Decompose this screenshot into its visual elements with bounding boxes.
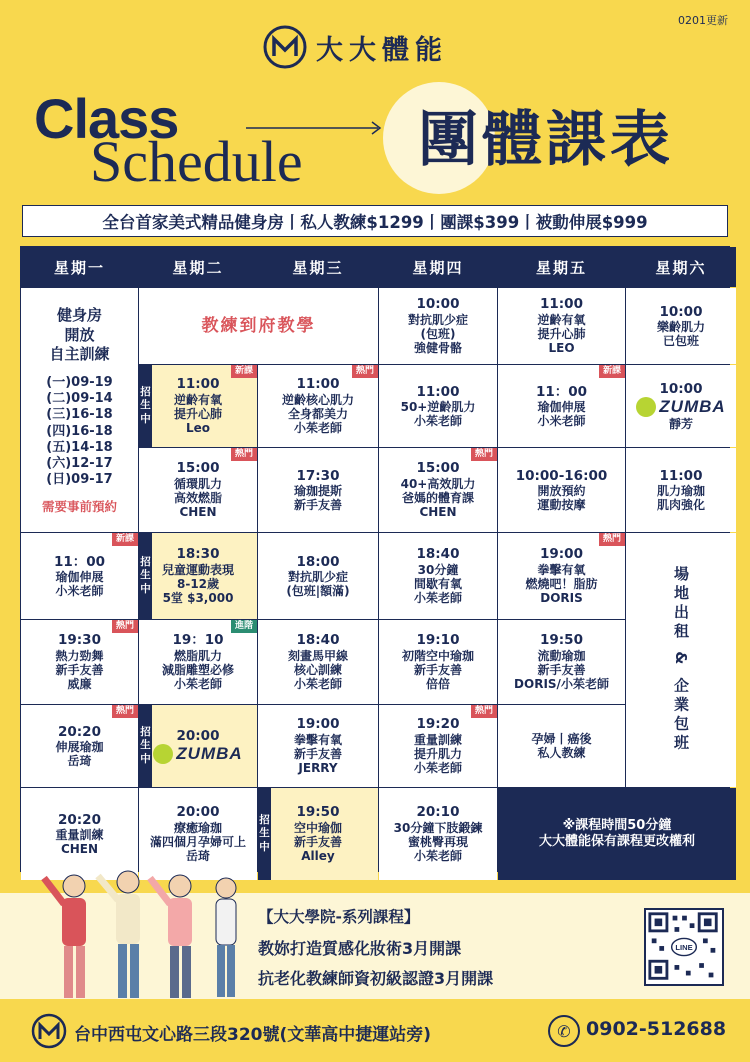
recruiting-tag: 招 生 中	[139, 705, 152, 787]
qr-line-label: LINE	[675, 942, 693, 952]
zumba-icon	[153, 744, 173, 764]
class-card: 10:00 對抗肌少症 (包班) 強健骨骼	[379, 288, 497, 364]
class-card: 招 生 中 20:00 ZUMBA	[139, 705, 257, 787]
gym-open-hours	[21, 288, 138, 532]
recruiting-tag: 招 生 中	[139, 365, 152, 447]
schedule-table	[20, 246, 730, 872]
class-card: 招 生 中 19:50 空中瑜伽 新手友善 Alley	[258, 788, 378, 880]
line-qr-code[interactable]	[644, 908, 724, 986]
class-card: 10:00 樂齡肌力 已包班	[626, 288, 736, 364]
class-card: 熱門 11:00 逆齡核心肌力 全身都美力 小茱老師	[258, 365, 378, 447]
hot-badge: 熱門	[231, 448, 257, 461]
class-card: 10:00 ZUMBA 靜芳	[626, 365, 736, 447]
class-card: 熱門 15:00 40+高效肌力 爸媽的體育課 CHEN	[379, 448, 497, 532]
gym-open-times: (一)09-19 (二)09-14 (三)16-18 (四)16-18 (五)14-18 (六)12-17 (日)09-17	[46, 374, 113, 488]
class-card: 18:00 對抗肌少症 (包班|額滿)	[258, 533, 378, 619]
footer-logo-icon	[30, 1012, 68, 1050]
class-card: 19:50 流動瑜珈 新手友善 DORIS/小茱老師	[498, 620, 625, 704]
day-header-mon: 星期一	[21, 247, 138, 287]
class-card: 熱門 15:00 循環肌力 高效燃脂 CHEN	[139, 448, 257, 532]
day-header-tue: 星期二	[139, 247, 257, 287]
hot-badge: 熱門	[112, 620, 138, 633]
class-card: 19:10 初階空中瑜珈 新手友善 倍倍	[379, 620, 497, 704]
class-card: 11:00 肌力瑜珈 肌肉強化	[626, 448, 736, 532]
new-badge: 新課	[112, 533, 138, 546]
class-card: 17:30 瑜珈提斯 新手友善	[258, 448, 378, 532]
academy-course-1: 教妳打造質感化妝術3月開課	[258, 939, 462, 958]
hot-badge: 熱門	[471, 705, 497, 718]
schedule-notice: ※課程時間50分鐘 大大體能保有課程更改權利	[498, 788, 736, 880]
class-card: 20:00 療癒瑜珈 滿四個月孕婦可上 岳琦	[139, 788, 257, 880]
recruiting-tag: 招 生 中	[139, 533, 152, 619]
class-card: 11:00 逆齡有氧 提升心肺 LEO	[498, 288, 625, 364]
class-card: 新課 11：00 瑜伽伸展 小米老師	[498, 365, 625, 447]
gym-open-title: 健身房 開放 自主訓練	[49, 306, 110, 364]
class-card: 招 生 中 新課 11:00 逆齡有氧 提升心肺 Leo	[139, 365, 257, 447]
phone-icon: ✆	[548, 1015, 580, 1047]
class-card: 進階 19：10 燃脂肌力 減脂雕塑必修 小茱老師	[139, 620, 257, 704]
day-header-sat: 星期六	[626, 247, 736, 287]
class-card: 招 生 中 18:30 兒童運動表現 8-12歲 5堂 $3,000	[139, 533, 257, 619]
title-chinese: 團體課表	[418, 105, 674, 175]
class-card: 孕婦丨癌後 私人教練	[498, 705, 625, 787]
hot-badge: 熱門	[599, 533, 625, 546]
class-card: 20:20 重量訓練 CHEN	[21, 788, 138, 880]
class-card: 10:00-16:00 開放預約 運動按摩	[498, 448, 625, 532]
day-header-wed: 星期三	[258, 247, 378, 287]
coach-home-teaching: 教練到府教學	[139, 288, 378, 364]
address: 台中西屯文心路三段320號(文華高中捷運站旁)	[74, 1025, 432, 1045]
advanced-badge: 進階	[231, 620, 257, 633]
new-badge: 新課	[231, 365, 257, 378]
update-label: 0201更新	[678, 14, 728, 27]
class-card: 熱門 19:30 熱力勁舞 新手友善 威廉	[21, 620, 138, 704]
hot-badge: 熱門	[471, 448, 497, 461]
class-card: 20:10 30分鐘下肢鍛鍊 蜜桃臀再現 小茱老師	[379, 788, 497, 880]
recruiting-tag: 招 生 中	[258, 788, 271, 880]
arrow-icon	[246, 118, 386, 138]
class-card: 11:00 50+逆齡肌力 小茱老師	[379, 365, 497, 447]
hot-badge: 熱門	[112, 705, 138, 718]
title-class: Class	[34, 87, 179, 150]
venue-rental: 場地出租 & 企業包班	[626, 533, 736, 787]
zumba-logo: ZUMBA	[153, 744, 242, 764]
elderly-exercise-illustration	[30, 856, 240, 1006]
academy-title: 【大大學院-系列課程】	[258, 908, 420, 926]
zumba-logo: ZUMBA	[636, 397, 725, 417]
class-card: 熱門 19:20 重量訓練 提升肌力 小茱老師	[379, 705, 497, 787]
tagline-banner: 全台首家美式精品健身房丨私人教練$1299丨團課$399丨被動伸展$999	[22, 205, 728, 237]
day-header-fri: 星期五	[498, 247, 625, 287]
reservation-note: 需要事前預約	[41, 498, 117, 514]
class-card: 熱門 20:20 伸展瑜珈 岳琦	[21, 705, 138, 787]
hot-badge: 熱門	[352, 365, 378, 378]
class-card: 19:00 拳擊有氧 新手友善 JERRY	[258, 705, 378, 787]
brand-logo-icon	[262, 24, 308, 70]
zumba-icon	[636, 397, 656, 417]
class-card: 新課 11：00 瑜伽伸展 小米老師	[21, 533, 138, 619]
new-badge: 新課	[599, 365, 625, 378]
title-schedule: Schedule	[90, 129, 303, 194]
brand-header	[262, 24, 448, 70]
brand-name: 大大體能	[316, 34, 448, 66]
day-header-thu: 星期四	[379, 247, 497, 287]
academy-course-2: 抗老化教練師資初級認證3月開課	[258, 969, 494, 988]
class-card: 熱門 19:00 拳擊有氧 燃燒吧！脂肪 DORIS	[498, 533, 625, 619]
class-card: 18:40 30分鐘 間歇有氧 小茱老師	[379, 533, 497, 619]
class-card: 18:40 刻畫馬甲線 核心訓練 小茱老師	[258, 620, 378, 704]
phone-number[interactable]: 0902-512688	[586, 1018, 727, 1040]
